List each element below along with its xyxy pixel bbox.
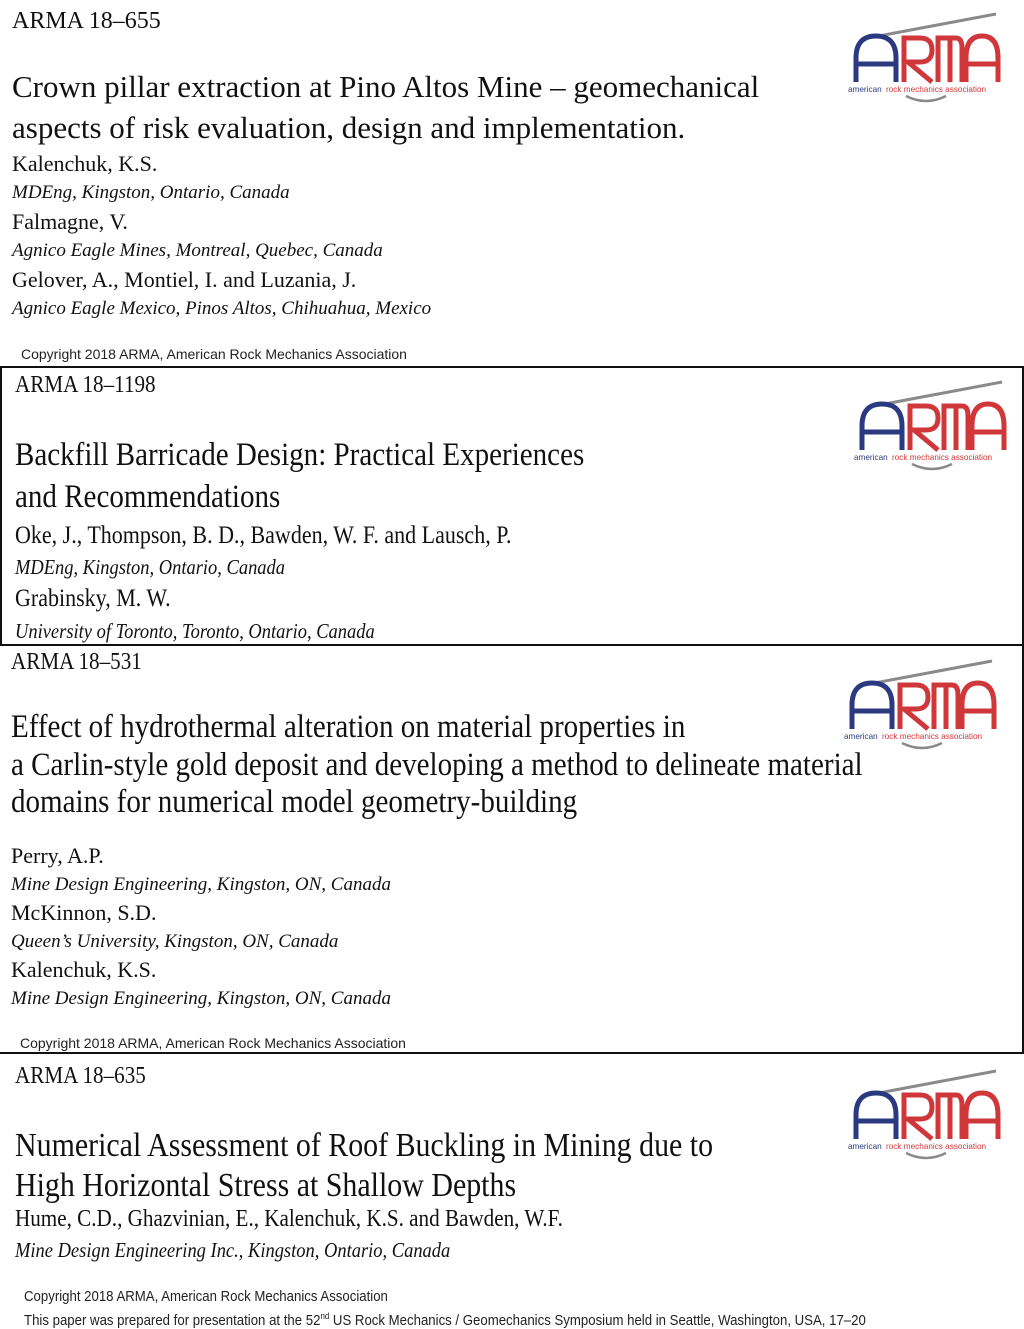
author-affiliation: Mine Design Engineering Inc., Kingston, Ontario, Canada: [15, 1238, 451, 1262]
arma-logo: [842, 655, 1002, 751]
author-affiliation: Agnico Eagle Mines, Montreal, Quebec, Canada: [12, 240, 383, 261]
author-names: Grabinsky, M. W.: [15, 585, 171, 612]
arma-logo-icon: [852, 374, 1012, 474]
paper-id: ARMA 18–655: [12, 8, 161, 34]
author-names: Kalenchuk, K.S.: [11, 957, 157, 982]
svg-text:american: american: [844, 732, 878, 741]
symposium-note-text: US Rock Mechanics / Geomechanics Symposium held in Seattle, Washington, USA, 17–20: [329, 1312, 866, 1329]
symposium-note: [24, 1311, 866, 1329]
author-affiliation: MDEng, Kingston, Ontario, Canada: [15, 555, 286, 579]
paper-header-18-531: [0, 645, 1024, 1054]
author-names: Gelover, A., Montiel, I. and Luzania, J.: [12, 267, 357, 292]
svg-text:rock mechanics association: rock mechanics association: [886, 85, 987, 94]
svg-text:american: american: [854, 453, 888, 462]
arma-logo-icon: [846, 1063, 1006, 1163]
author-affiliation: University of Toronto, Toronto, Ontario, Canada: [15, 619, 375, 643]
author-names: Hume, C.D., Ghazvinian, E., Kalenchuk, K.S. and Bawden, W.F.: [15, 1206, 563, 1232]
ordinal-suffix: nd: [320, 1311, 330, 1321]
author-affiliation: Mine Design Engineering, Kingston, ON, Canada: [11, 874, 391, 895]
arma-logo-icon: [842, 655, 1002, 751]
author-names: Falmagne, V.: [12, 209, 128, 234]
author-names: Oke, J., Thompson, B. D., Bawden, W. F. and Lausch, P.: [15, 522, 512, 549]
symposium-note-text: This paper was prepared for presentation at the 52: [24, 1312, 321, 1329]
author-names: McKinnon, S.D.: [11, 900, 157, 925]
svg-text:american: american: [848, 1142, 882, 1151]
paper-title-line: a Carlin-style gold deposit and developing a method to delineate material: [11, 747, 863, 783]
paper-title-line: and Recommendations: [15, 479, 281, 515]
copyright-notice: Copyright 2018 ARMA, American Rock Mechanics Association: [24, 1288, 388, 1305]
paper-title-line: Numerical Assessment of Roof Buckling in Mining due to: [15, 1127, 714, 1164]
arma-logo: [846, 1063, 1006, 1163]
svg-text:rock mechanics association: rock mechanics association: [892, 453, 993, 462]
svg-text:rock mechanics association: rock mechanics association: [886, 1142, 987, 1151]
copyright-notice: Copyright 2018 ARMA, American Rock Mechanics Association: [20, 1035, 406, 1051]
paper-title-line: Crown pillar extraction at Pino Altos Mine – geomechanical: [12, 69, 760, 104]
paper-title-line: Effect of hydrothermal alteration on material properties in: [11, 709, 686, 745]
author-affiliation: Queen’s University, Kingston, ON, Canada: [11, 931, 339, 952]
paper-id: ARMA 18–635: [15, 1063, 146, 1089]
paper-id: ARMA 18–1198: [15, 372, 156, 398]
paper-title-line: domains for numerical model geometry-building: [11, 784, 578, 820]
author-affiliation: Mine Design Engineering, Kingston, ON, Canada: [11, 988, 391, 1009]
paper-header-18-635: [0, 1053, 1024, 1329]
arma-logo-icon: [846, 8, 1006, 104]
arma-logo: [846, 8, 1006, 104]
paper-id: ARMA 18–531: [11, 649, 142, 675]
svg-text:rock mechanics association: rock mechanics association: [882, 732, 983, 741]
paper-title-line: Backfill Barricade Design: Practical Experiences: [15, 437, 585, 473]
paper-title-line: High Horizontal Stress at Shallow Depths: [15, 1167, 517, 1204]
svg-text:american: american: [848, 85, 882, 94]
author-names: Kalenchuk, K.S.: [12, 151, 158, 176]
author-names: Perry, A.P.: [11, 843, 104, 868]
author-affiliation: MDEng, Kingston, Ontario, Canada: [12, 182, 290, 203]
paper-header-18-655: [0, 0, 1024, 366]
paper-title-line: aspects of risk evaluation, design and implementation.: [12, 110, 686, 145]
arma-logo: [852, 374, 1012, 474]
paper-header-18-1198: [0, 366, 1024, 646]
author-affiliation: Agnico Eagle Mexico, Pinos Altos, Chihuahua, Mexico: [12, 298, 432, 319]
copyright-notice: Copyright 2018 ARMA, American Rock Mechanics Association: [21, 346, 407, 362]
